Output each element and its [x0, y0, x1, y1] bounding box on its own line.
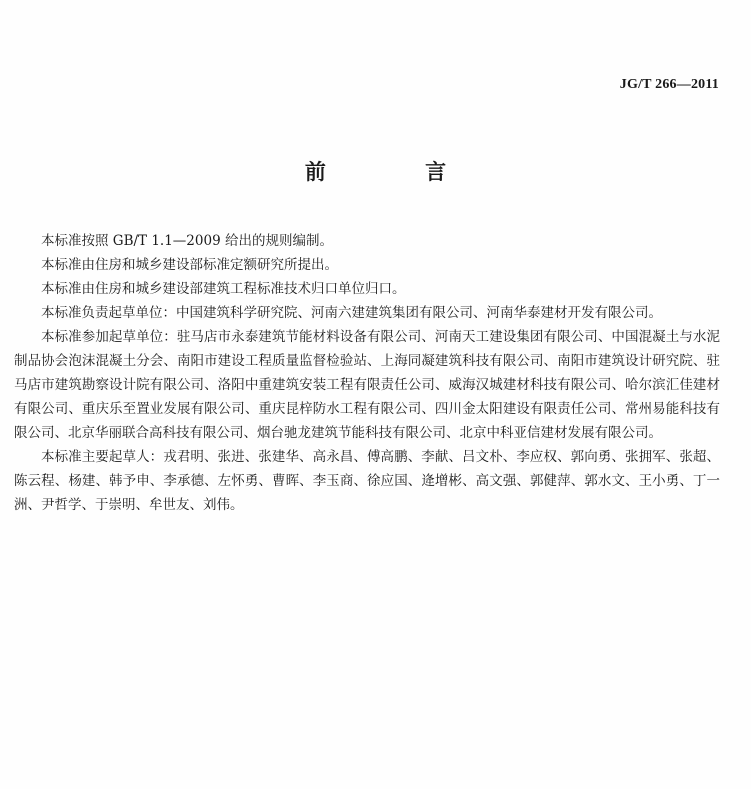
paragraph-administered-by: 本标准由住房和城乡建设部建筑工程标准技术归口单位归口。	[41, 281, 406, 297]
paragraph-drafting-rules: 本标准按照 GB/T 1.1—2009 给出的规则编制。	[41, 233, 333, 249]
foreword-body	[14, 229, 720, 517]
paragraph-proposed-by: 本标准由住房和城乡建设部标准定额研究所提出。	[41, 257, 338, 273]
paragraph-participating-units: 本标准参加起草单位：驻马店市永泰建筑节能材料设备有限公司、河南天工建设集团有限公司、中国混凝土与水泥制品协会泡沫混凝土分会、南阳市建设工程质量监督检验站、上海同凝建筑科技有限公司、南阳市建筑设计研究院、驻马店市建筑勘察设计院有限公司、洛阳中重建筑安装工程有限责任公司、威海汉城建材科技有限公司、哈尔滨汇佳建材有限公司、重庆乐至置业发展有限公司、重庆昆梓防水工程有限公司、四川金太阳建设有限责任公司、常州易能科技有限公司、北京华丽联合高科技有限公司、烟台驰龙建筑节能科技有限公司、北京中科亚信建材发展有限公司。	[14, 329, 720, 441]
paragraph-lead-drafting-units: 本标准负责起草单位：中国建筑科学研究院、河南六建建筑集团有限公司、河南华泰建材开发有限公司。	[41, 305, 662, 321]
standard-code: JG/T 266—2011	[619, 77, 719, 92]
page-title: 前 言	[304, 160, 493, 184]
paragraph-main-drafters: 本标准主要起草人：戎君明、张进、张建华、高永昌、傅高鹏、李献、吕文朴、李应权、郭向勇、张拥军、张超、陈云程、杨建、韩予申、李承德、左怀勇、曹晖、李玉商、徐应国、逄增彬、高文强、郭健萍、郭水文、王小勇、丁一洲、尹哲学、于崇明、牟世友、刘伟。	[14, 449, 720, 513]
